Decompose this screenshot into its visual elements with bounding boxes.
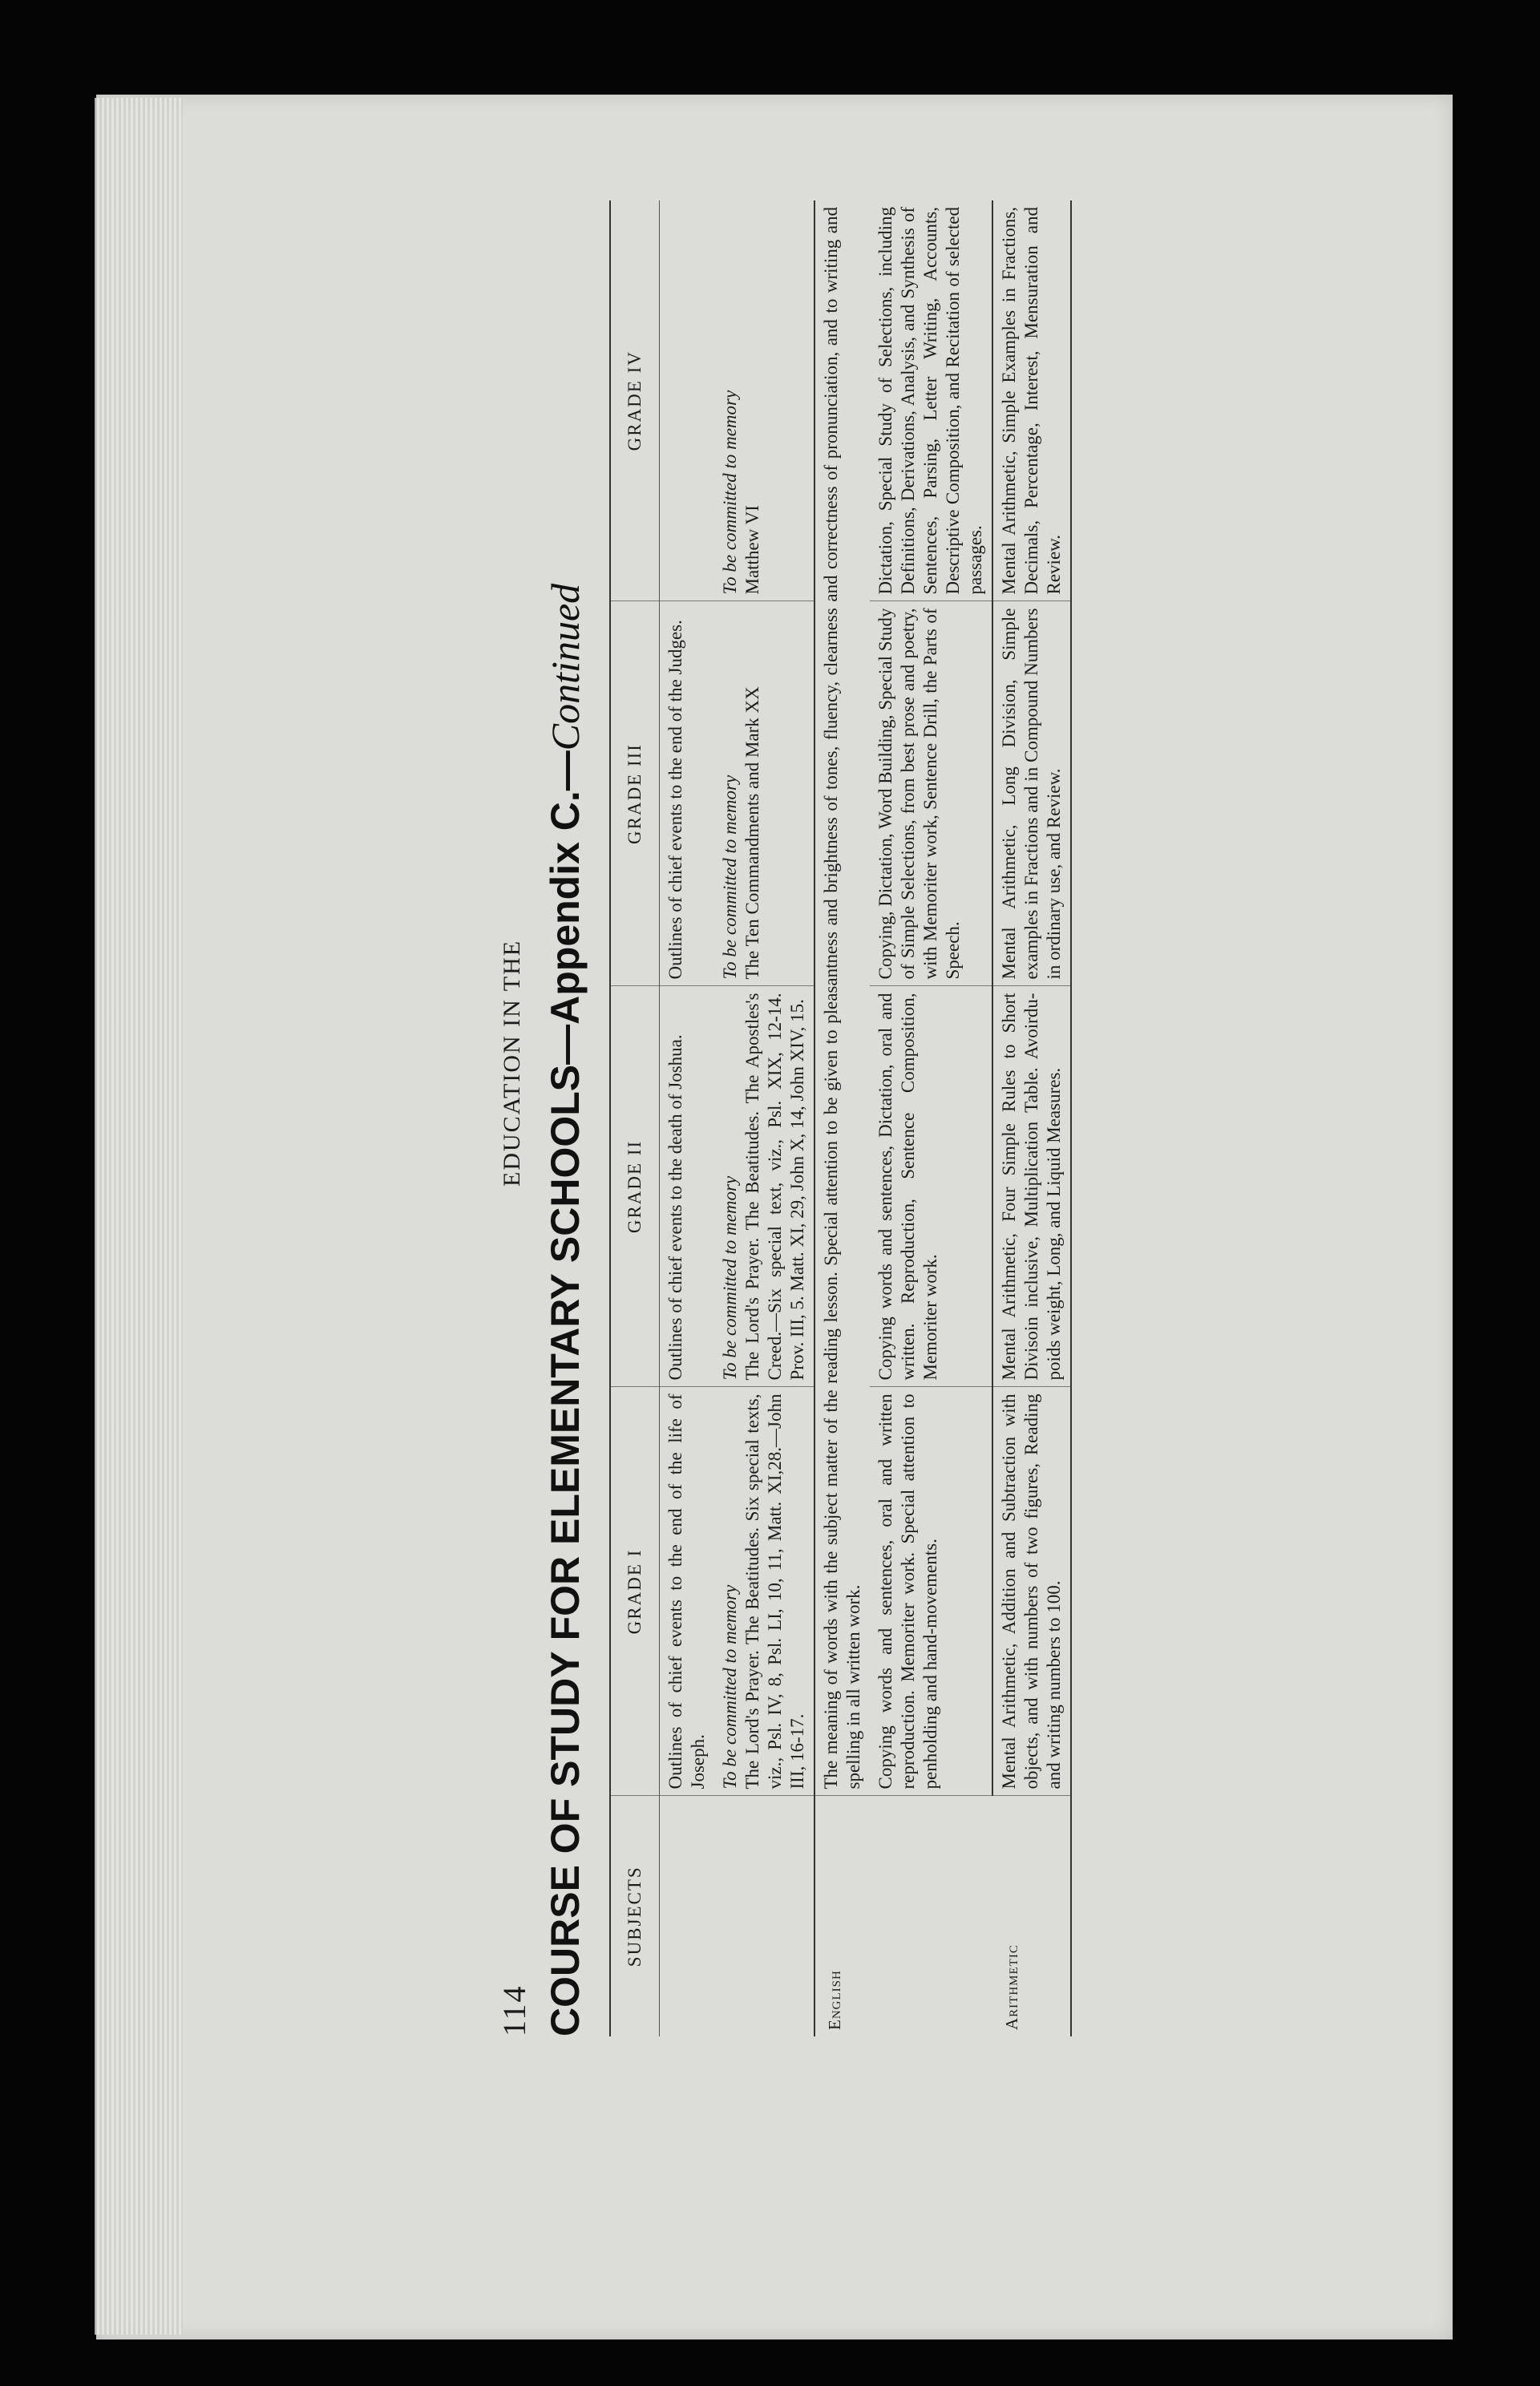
memory-lead: To be committed to memory [720, 774, 740, 980]
header-subjects: SUBJECTS [610, 1796, 660, 2036]
memory-text: The Ten Commandments and Mark XX [742, 686, 762, 980]
grade-3-cell: Copying, Dictation, Word Building, Special Study of Simple Selections, from best prose and poetry, with Memoriter work, Sentence Drill, the Parts of Speech. [870, 601, 992, 986]
table-row-english-intro [814, 200, 870, 2036]
running-head [489, 200, 537, 2036]
running-head-text: EDUCATION IN THE [499, 939, 525, 1187]
rotated-page-content [489, 200, 1399, 2036]
table-row-english [870, 200, 992, 2036]
memory-text: Matthew VI [742, 505, 762, 595]
table-row-memory [714, 200, 814, 2036]
header-grade-4: GRADE IV [610, 200, 660, 601]
memory-lead: To be committed to memory [720, 390, 740, 595]
subject-cell [660, 1796, 715, 2036]
grade-4-cell [714, 200, 814, 601]
subject-cell [714, 1796, 814, 2036]
grade-2-cell [714, 986, 814, 1387]
page-title [542, 200, 598, 2036]
grade-1-cell: Mental Arithmetic, Addition and Subtraction with objects, and with numbers of two figures, Reading and writing numbers to 100. [992, 1387, 1071, 1796]
grade-2-cell: Copying words and sentences, Dictation, oral and written. Reproduction, Sentence Composition, Memoriter work. [870, 986, 992, 1387]
title-continued: Continued [543, 583, 588, 751]
course-of-study-table [609, 200, 1072, 2036]
memory-text: The Lord's Prayer. The Beatitudes. The Apostles's Creed.—Six special text, viz., Psl. XIX, 12-14. Prov. III, 5. Matt. XI, 29, John X, 14, John XIV, 15. [742, 993, 807, 1381]
grade-2-cell: Mental Arithmetic, Four Simple Rules to Short Divisoin inclusive, Multiplication Table. Avoirdu-poids weight, Long, and Liquid Measures. [992, 986, 1071, 1387]
grade-1-cell [714, 1387, 814, 1796]
english-general-note: The meaning of words with the subject matter of the reading lesson. Special attention to be given to pleasantness and brightness of tones, fluency, clearness and correctness of pronunciation, and to writing and spelling in all written work. [821, 207, 863, 1790]
grade-4-cell: Mental Arithmetic, Simple Examples in Fractions, Decimals, Percentage, Interest, Mensuration and Review. [992, 200, 1071, 601]
grade-4-cell [660, 200, 715, 601]
grade-4-cell: Dictation, Special Study of Selections, including Definitions, Derivations, Analysis, and Synthesis of Sentences, Parsing, Letter Writing, Accounts, Descriptive Composition, and Recitation of selected passages. [870, 200, 992, 601]
subject-cell-arithmetic: Arithmetic [992, 1796, 1071, 2036]
table-row-history [660, 200, 715, 2036]
grade-3-cell: Outlines of chief events to the end of the Judges. [660, 601, 715, 986]
grade-1-cell: Copying words and sentences, oral and written reproduction. Memoriter work. Special attention to penholding and hand-movements. [870, 1387, 992, 1796]
grade-3-cell [714, 601, 814, 986]
title-main: COURSE OF STUDY FOR ELEMENTARY SCHOOLS—Appendix C.— [543, 750, 588, 2036]
header-row [610, 200, 660, 2036]
header-grade-2: GRADE II [610, 986, 660, 1387]
subject-cell-english: English [814, 1796, 992, 2036]
memory-text: The Lord's Prayer. The Beatitudes. Six special texts, viz., Psl. IV, 8, Psl. LI, 10, 11, Matt. XI,28.—John III, 16-17. [742, 1393, 807, 1790]
memory-lead: To be committed to memory [720, 1584, 740, 1790]
grade-1-cell: Outlines of chief events to the end of the life of Joseph. [660, 1387, 715, 1796]
header-grade-3: GRADE III [610, 601, 660, 986]
grade-3-cell: Mental Arithmetic, Long Division, Simple examples in Fractions and in Compound Numbers in ordinary use, and Review. [992, 601, 1071, 986]
memory-lead: To be committed to memory [720, 1175, 740, 1381]
page-edge [95, 98, 183, 2335]
table-row-arithmetic [992, 200, 1071, 2036]
header-grade-1: GRADE I [610, 1387, 660, 1796]
page-number: 114 [496, 1984, 532, 2036]
grade-2-cell: Outlines of chief events to the death of Joshua. [660, 986, 715, 1387]
